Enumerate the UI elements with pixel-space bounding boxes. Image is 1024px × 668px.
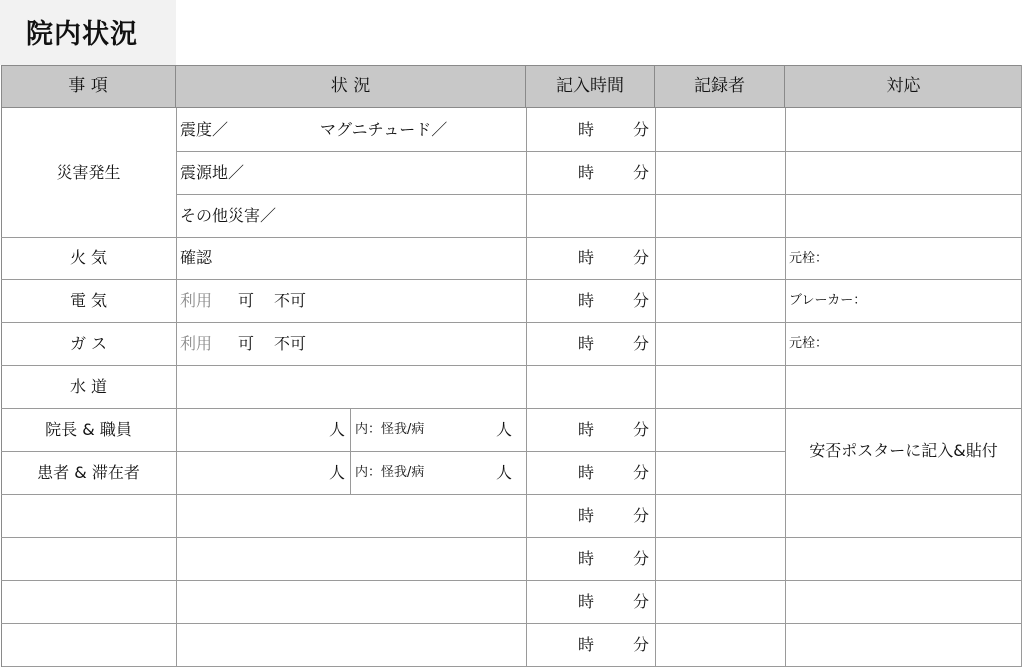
hour-label: 時 [578,591,595,611]
minute-label: 分 [632,634,649,654]
intensity-label: 震度／ [180,119,229,139]
hour-label: 時 [578,548,595,568]
time-cell[interactable] [526,580,655,623]
hour-label: 時 [578,333,595,353]
patients-label: 患者 & 滞在者 [37,462,140,482]
header-recorder: 記録者 [655,65,785,108]
minute-label: 分 [632,162,649,182]
hour-label: 時 [578,248,595,267]
minute-label: 分 [632,290,649,310]
minute-label: 分 [632,248,649,267]
gas-status [176,322,526,365]
col-divider [785,108,786,667]
use-label: 利用 [180,290,213,310]
hour-label: 時 [578,462,595,482]
option-ok[interactable]: 可 [238,290,255,310]
header-action: 対応 [785,65,1022,108]
fire-label: 火 気 [69,248,108,267]
staff-breakdown-unit: 人 [495,419,512,439]
staff-breakdown: 内：怪我/病 [355,422,425,437]
minute-label: 分 [632,548,649,568]
time-cell[interactable] [526,237,655,279]
other-disaster-label: その他災害／ [180,205,277,225]
time-cell[interactable] [526,322,655,365]
electric-label: 電 気 [69,290,108,310]
hour-label: 時 [578,419,595,439]
time-cell[interactable] [526,623,655,666]
status-table [1,65,1022,667]
hour-label: 時 [578,634,595,654]
minute-label: 分 [632,591,649,611]
patients-breakdown: 内：怪我/病 [355,465,425,480]
gas-label: ガ ス [69,333,108,353]
patients-count-unit: 人 [328,462,345,482]
time-cell[interactable] [526,151,655,194]
hour-label: 時 [578,505,595,525]
time-cell[interactable] [526,108,655,151]
page-title: 院内状況 [26,19,138,50]
epicenter-label: 震源地／ [180,162,245,182]
hour-label: 時 [578,290,595,310]
time-cell[interactable] [526,408,655,451]
time-cell[interactable] [526,494,655,537]
electric-action: ブレーカー： [789,293,867,308]
patients-breakdown-unit: 人 [495,462,512,482]
safety-action: 安否ポスターに記入&貼付 [809,441,998,460]
header-item: 事 項 [1,65,176,108]
row-divider [1,494,1022,495]
option-ok[interactable]: 可 [238,333,255,353]
time-cell[interactable] [526,279,655,322]
staff-label: 院長 & 職員 [45,419,132,439]
disaster-label: 災害発生 [56,162,121,182]
option-ng[interactable]: 不可 [274,333,307,353]
time-cell[interactable] [526,451,655,494]
gas-action: 元栓： [789,336,829,351]
staff-count-unit: 人 [328,419,345,439]
fire-action: 元栓： [789,250,829,266]
col-divider [655,108,656,667]
time-cell[interactable] [526,537,655,580]
electric-status [176,279,526,322]
use-label: 利用 [180,333,213,353]
table-bottom-border [1,666,1022,667]
row-divider [1,580,1022,581]
row-divider [1,537,1022,538]
hour-label: 時 [578,119,595,139]
minute-label: 分 [632,333,649,353]
minute-label: 分 [632,119,649,139]
header-time: 記入時間 [526,65,655,108]
option-ng[interactable]: 不可 [274,290,307,310]
minute-label: 分 [632,462,649,482]
magnitude-label: マグニチュード／ [320,119,448,139]
water-label: 水 道 [69,376,108,396]
minute-label: 分 [632,505,649,525]
row-divider [1,623,1022,624]
hour-label: 時 [578,162,595,182]
table-top-border [1,65,1022,66]
title-area [0,0,176,65]
header-status: 状 況 [176,65,526,108]
fire-status: 確認 [180,248,213,267]
table-right-border [1021,65,1022,667]
minute-label: 分 [632,419,649,439]
